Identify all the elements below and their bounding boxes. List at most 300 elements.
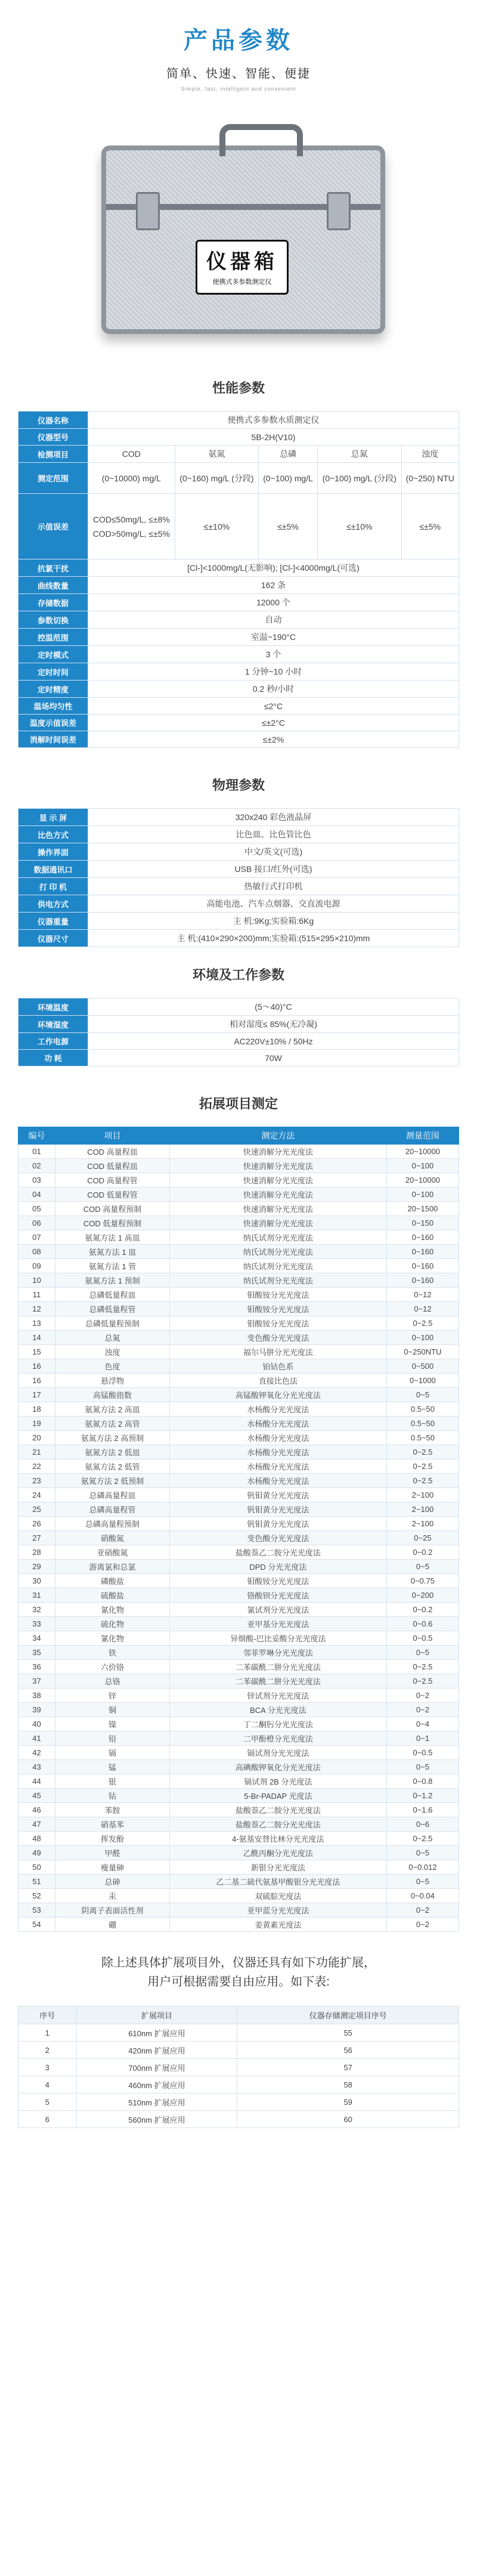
table-cell: 硼 <box>55 1918 170 1932</box>
table-cell: 15 <box>18 1345 55 1359</box>
table-cell: 6 <box>18 2111 77 2128</box>
spec-row <box>18 998 459 1016</box>
table-cell: 0~250NTU <box>386 1345 459 1359</box>
table-cell: 19 <box>18 1417 55 1431</box>
table-cell: COD 高量程预制 <box>55 1202 170 1216</box>
table-cell: 0~1000 <box>386 1374 459 1388</box>
table-cell: 1 <box>18 2024 77 2042</box>
table-cell: 03 <box>18 1173 55 1188</box>
table-cell: 28 <box>18 1545 55 1560</box>
spec-row <box>18 698 459 715</box>
spec-value: 自动 <box>88 611 459 629</box>
table-row <box>18 1273 459 1288</box>
spec-key: 仪器名称 <box>18 412 88 429</box>
spec-key: 检测项目 <box>18 446 88 463</box>
table-cell: 钼酸铵分光光度法 <box>169 1302 386 1316</box>
table-cell: 二苯碳酰二肼分光光度法 <box>169 1660 386 1674</box>
table-cell: 挥发酚 <box>55 1832 170 1846</box>
table-cell: 二苯碳酰二肼分光光度法 <box>169 1674 386 1689</box>
table-row <box>18 1689 459 1703</box>
table-cell: 纳氏试剂分光光度法 <box>169 1230 386 1245</box>
table-cell: 铁 <box>55 1646 170 1660</box>
table-cell: 04 <box>18 1188 55 1202</box>
table-row <box>18 1531 459 1545</box>
table-cell: 09 <box>18 1259 55 1273</box>
table-cell: 2~100 <box>386 1488 459 1502</box>
table-cell: 4-氨基安替比林分光光度法 <box>169 1832 386 1846</box>
table-cell: 26 <box>18 1517 55 1531</box>
table-cell: 硝基苯 <box>55 1817 170 1832</box>
table-cell: 0.5~50 <box>386 1431 459 1445</box>
table-cell: 0~150 <box>386 1216 459 1230</box>
spec-row <box>18 559 459 577</box>
physical-title: 物理参数 <box>212 778 265 793</box>
table-cell: 阴离子表面活性剂 <box>55 1903 170 1918</box>
table-row <box>18 1245 459 1259</box>
table-cell: 色度 <box>55 1359 170 1374</box>
table-cell: 54 <box>18 1918 55 1932</box>
table-cell: 高碘酸钾氧化分光光度法 <box>169 1760 386 1774</box>
spec-row <box>18 663 459 681</box>
table-cell: 29 <box>18 1560 55 1574</box>
page-title: 产品参数 <box>184 27 293 54</box>
table-cell: 45 <box>18 1789 55 1803</box>
table-cell: 0~12 <box>386 1302 459 1316</box>
spec-row <box>18 731 459 748</box>
table-row <box>18 1617 459 1631</box>
spec-key: 显 示 屏 <box>18 809 88 826</box>
table-cell: 0~0.2 <box>386 1603 459 1617</box>
table-cell: 420nm 扩展应用 <box>76 2042 237 2059</box>
note-line-2: 用户可根据需要自由应用。如下表: <box>147 1975 330 1989</box>
range-cod: (0~10000) mg/L <box>88 463 175 494</box>
table-cell: 12 <box>18 1302 55 1316</box>
spec-key: 环境温度 <box>18 998 88 1016</box>
table-cell: 水杨酸分光光度法 <box>169 1417 386 1431</box>
table-cell: 2~100 <box>386 1502 459 1517</box>
table-cell: 氨氮方法 2 高管 <box>55 1417 170 1431</box>
table-cell: 42 <box>18 1746 55 1760</box>
table-cell: 快速消解分光光度法 <box>169 1145 386 1159</box>
spec-value: 主 机:9Kg;实验箱:6Kg <box>88 913 459 930</box>
table-cell: 2~100 <box>386 1517 459 1531</box>
spec-value: 3 个 <box>88 646 459 663</box>
table-row <box>18 1860 459 1875</box>
table-row <box>18 1717 459 1731</box>
table-row <box>18 1646 459 1660</box>
table-cell: 0~160 <box>386 1259 459 1273</box>
spec-row <box>18 878 459 895</box>
spec-row <box>18 681 459 698</box>
spec-key: 仪器型号 <box>18 429 88 446</box>
table-row <box>18 1674 459 1689</box>
case-label-sub: 便携式多参数测定仪 <box>212 279 272 286</box>
table-cell: 丁二酮肟分光光度法 <box>169 1717 386 1731</box>
table-cell: 0~5 <box>386 1760 459 1774</box>
table-cell: 镉试剂分光光度法 <box>169 1746 386 1760</box>
table-row <box>18 1731 459 1746</box>
table-cell: 20~10000 <box>386 1145 459 1159</box>
table-cell: 锌 <box>55 1689 170 1703</box>
table-row <box>18 1817 459 1832</box>
column-header: 序号 <box>18 2006 77 2024</box>
table-row <box>18 1431 459 1445</box>
table-cell: 0~2.5 <box>386 1660 459 1674</box>
table-cell: 4 <box>18 2076 77 2093</box>
extension-table <box>18 1127 459 1932</box>
table-row <box>18 2111 459 2128</box>
error-tn: ≤±10% <box>318 494 402 559</box>
table-cell: 0~500 <box>386 1359 459 1374</box>
table-cell: 57 <box>237 2059 459 2076</box>
table-cell: 氨氮方法 2 低管 <box>55 1459 170 1474</box>
table-cell: 20 <box>18 1431 55 1445</box>
table-cell: 40 <box>18 1717 55 1731</box>
column-header: 测定方法 <box>169 1127 386 1145</box>
table-cell: 乙酰丙酮分光光度法 <box>169 1846 386 1860</box>
spec-key: 定时模式 <box>18 646 88 663</box>
wavelength-table <box>18 2006 459 2128</box>
table-cell: 锰 <box>55 1760 170 1774</box>
table-cell: 0~1 <box>386 1731 459 1746</box>
table-cell: BCA 分光光度法 <box>169 1703 386 1717</box>
page-header <box>0 0 477 92</box>
table-cell: 氨氮方法 1 预制 <box>55 1273 170 1288</box>
table-row <box>18 1474 459 1488</box>
table-row <box>18 1374 459 1388</box>
instrument-case <box>101 146 385 334</box>
performance-title: 性能参数 <box>212 381 265 395</box>
spec-value: 比色皿、比色管比色 <box>88 826 459 843</box>
table-cell: 悬浮物 <box>55 1374 170 1388</box>
error-ammonia: ≤±10% <box>175 494 259 559</box>
spec-value: 320x240 彩色液晶屏 <box>88 809 459 826</box>
table-cell: 钒钼黄分光光度法 <box>169 1488 386 1502</box>
table-row <box>18 1302 459 1316</box>
table-cell: 21 <box>18 1445 55 1459</box>
table-cell: 快速消解分光光度法 <box>169 1159 386 1173</box>
error-tp: ≤±5% <box>259 494 318 559</box>
spec-value: 0.2 秒/小时 <box>88 681 459 698</box>
error-cod-high: COD>50mg/L, ≤±5% <box>92 528 170 539</box>
table-cell: 0~2.5 <box>386 1832 459 1846</box>
table-row <box>18 2076 459 2093</box>
table-cell: 0~100 <box>386 1331 459 1345</box>
table-cell: 直接比色法 <box>169 1374 386 1388</box>
table-cell: 32 <box>18 1603 55 1617</box>
spec-key: 操作界面 <box>18 843 88 861</box>
table-cell: 30 <box>18 1574 55 1588</box>
table-cell: 0~4 <box>386 1717 459 1731</box>
table-row <box>18 1560 459 1574</box>
table-cell: COD 低量程皿 <box>55 1159 170 1173</box>
spec-value: ≤2°C <box>88 698 459 715</box>
spec-key: 抗氯干扰 <box>18 559 88 577</box>
table-cell: 20~1500 <box>386 1202 459 1216</box>
table-cell: 镍 <box>55 1717 170 1731</box>
table-cell: 460nm 扩展应用 <box>76 2076 237 2093</box>
table-row <box>18 1359 459 1374</box>
table-cell: 氨氮方法 2 高皿 <box>55 1402 170 1417</box>
table-cell: 0~0.75 <box>386 1574 459 1588</box>
spec-row <box>18 930 459 947</box>
spec-key: 定时精度 <box>18 681 88 698</box>
column-header: 仪器存储测定项目序号 <box>237 2006 459 2024</box>
column-header: 项目 <box>55 1127 170 1145</box>
table-cell: 氰化物 <box>55 1603 170 1617</box>
table-cell: 高锰酸钾氧化分光光度法 <box>169 1388 386 1402</box>
spec-value: ≤±2% <box>88 731 459 748</box>
table-row <box>18 1402 459 1417</box>
table-cell: 二甲酚橙分光光度法 <box>169 1731 386 1746</box>
spec-row <box>18 646 459 663</box>
table-cell: 39 <box>18 1703 55 1717</box>
table-cell: 13 <box>18 1316 55 1331</box>
table-cell: 姜黄素光度法 <box>169 1918 386 1932</box>
table-cell: 53 <box>18 1903 55 1918</box>
table-cell: 钴 <box>55 1789 170 1803</box>
spec-key: 控温范围 <box>18 629 88 646</box>
table-cell: 水杨酸分光光度法 <box>169 1431 386 1445</box>
table-cell: 610nm 扩展应用 <box>76 2024 237 2042</box>
table-cell: 0~2 <box>386 1689 459 1703</box>
table-cell: 560nm 扩展应用 <box>76 2111 237 2128</box>
table-row <box>18 1588 459 1603</box>
table-row <box>18 2042 459 2059</box>
table-cell: 亚硝酸氮 <box>55 1545 170 1560</box>
table-row <box>18 1488 459 1502</box>
table-cell: 盐酸萘乙二胺分光光度法 <box>169 1817 386 1832</box>
spec-value: 高能电池、汽车点烟器、交直流电源 <box>88 895 459 913</box>
table-cell: 双硫腙光度法 <box>169 1889 386 1903</box>
table-row <box>18 2093 459 2111</box>
spec-key: 存储数据 <box>18 594 88 611</box>
table-cell: 08 <box>18 1245 55 1259</box>
spec-key: 曲线数量 <box>18 577 88 594</box>
table-cell: 总磷低量程皿 <box>55 1288 170 1302</box>
table-cell: 硝酸氮 <box>55 1531 170 1545</box>
table-cell: 高锰酸指数 <box>55 1388 170 1402</box>
table-row <box>18 1459 459 1474</box>
table-cell: 36 <box>18 1660 55 1674</box>
table-row <box>18 1316 459 1331</box>
table-row <box>18 1216 459 1230</box>
spec-key: 仪器重量 <box>18 913 88 930</box>
item-tp: 总磷 <box>259 446 318 463</box>
table-cell: 总磷高量程皿 <box>55 1488 170 1502</box>
spec-key: 供电方式 <box>18 895 88 913</box>
spec-value: USB 接口/红外(可选) <box>88 861 459 878</box>
table-cell: 0~0.5 <box>386 1631 459 1646</box>
table-row <box>18 1188 459 1202</box>
table-cell: 55 <box>237 2024 459 2042</box>
spec-value: 热敏行式打印机 <box>88 878 459 895</box>
spec-row <box>18 1016 459 1033</box>
table-cell: 氨氮方法 2 高预制 <box>55 1431 170 1445</box>
table-row <box>18 1803 459 1817</box>
spec-value: 1 分钟~10 小时 <box>88 663 459 681</box>
table-cell: 新银分光光度法 <box>169 1860 386 1875</box>
spec-key: 功 耗 <box>18 1050 88 1066</box>
table-row <box>18 1445 459 1459</box>
table-cell: 14 <box>18 1331 55 1345</box>
table-cell: 0~2.5 <box>386 1445 459 1459</box>
table-row <box>18 1331 459 1345</box>
table-cell: 邻菲罗啉分光光度法 <box>169 1646 386 1660</box>
table-row <box>18 1502 459 1517</box>
table-cell: COD 高量程皿 <box>55 1145 170 1159</box>
column-header: 编号 <box>18 1127 55 1145</box>
table-cell: 35 <box>18 1646 55 1660</box>
table-cell: 18 <box>18 1402 55 1417</box>
table-cell: 盐酸萘乙二胺分光光度法 <box>169 1545 386 1560</box>
table-cell: 0.5~50 <box>386 1402 459 1417</box>
error-turbidity: ≤±5% <box>401 494 459 559</box>
item-tn: 总氮 <box>318 446 402 463</box>
table-row <box>18 2059 459 2076</box>
spec-value: 室温~190°C <box>88 629 459 646</box>
table-row <box>18 1230 459 1245</box>
spec-key: 测定范围 <box>18 463 88 494</box>
table-cell: 0~200 <box>386 1588 459 1603</box>
table-cell: 氰试剂分光光度法 <box>169 1603 386 1617</box>
column-header: 测量范围 <box>386 1127 459 1145</box>
table-cell: 瘦量砷 <box>55 1860 170 1875</box>
case-handle <box>219 124 303 156</box>
table-cell: 700nm 扩展应用 <box>76 2059 237 2076</box>
table-cell: 水杨酸分光光度法 <box>169 1402 386 1417</box>
table-cell: 0~25 <box>386 1531 459 1545</box>
table-cell: 总磷低量程预制 <box>55 1316 170 1331</box>
table-cell: 硫酸盐 <box>55 1588 170 1603</box>
spec-row <box>18 913 459 930</box>
spec-row <box>18 826 459 843</box>
table-row <box>18 1145 459 1159</box>
spec-value: AC220V±10% / 50Hz <box>88 1033 459 1050</box>
spec-row <box>18 895 459 913</box>
table-cell: 总砷 <box>55 1875 170 1889</box>
product-image <box>83 110 394 360</box>
table-cell: 汞 <box>55 1889 170 1903</box>
spec-row <box>18 809 459 826</box>
table-cell: 60 <box>237 2111 459 2128</box>
table-cell: DPD 分光光度法 <box>169 1560 386 1574</box>
table-cell: 22 <box>18 1459 55 1474</box>
spec-row <box>18 843 459 861</box>
table-cell: 总磷低量程管 <box>55 1302 170 1316</box>
physical-table <box>18 808 459 947</box>
table-cell: 亚甲基分光光度法 <box>169 1617 386 1631</box>
table-cell: 总铬 <box>55 1674 170 1689</box>
table-cell: 氨氮方法 1 高皿 <box>55 1230 170 1245</box>
table-cell: 0~160 <box>386 1230 459 1245</box>
table-cell: 0~0.5 <box>386 1746 459 1760</box>
range-ammonia: (0~160) mg/L (分段) <box>175 463 259 494</box>
table-cell: 34 <box>18 1631 55 1646</box>
table-cell: 氨氮方法 1 管 <box>55 1259 170 1273</box>
table-cell: 锌试剂分光光度法 <box>169 1689 386 1703</box>
error-cod <box>88 494 175 559</box>
table-row <box>18 1159 459 1173</box>
table-cell: 49 <box>18 1846 55 1860</box>
table-cell: 0~5 <box>386 1875 459 1889</box>
case-label-main: 仪器箱 <box>206 251 278 273</box>
table-cell: 06 <box>18 1216 55 1230</box>
case-lock-right <box>327 192 351 230</box>
table-cell: 0~160 <box>386 1273 459 1288</box>
table-cell: 纳氏试剂分光光度法 <box>169 1273 386 1288</box>
table-row <box>18 1259 459 1273</box>
table-cell: 47 <box>18 1817 55 1832</box>
environment-table <box>18 998 459 1066</box>
table-cell: 水杨酸分光光度法 <box>169 1474 386 1488</box>
table-cell: 钒钼黄分光光度法 <box>169 1502 386 1517</box>
table-cell: 亚甲蓝分光光度法 <box>169 1903 386 1918</box>
page-subtitle-en: Simple, fast, intelligent and convenient <box>181 86 296 92</box>
table-cell: 铬酸钡分光光度法 <box>169 1588 386 1603</box>
spec-row <box>18 1033 459 1050</box>
table-row <box>18 1417 459 1431</box>
table-cell: 43 <box>18 1760 55 1774</box>
table-cell: 0~160 <box>386 1245 459 1259</box>
table-cell: 0~12 <box>386 1288 459 1302</box>
table-cell: 23 <box>18 1474 55 1488</box>
table-cell: 07 <box>18 1230 55 1245</box>
table-cell: 钼酸铵分光光度法 <box>169 1316 386 1331</box>
table-cell: 52 <box>18 1889 55 1903</box>
table-cell: 10 <box>18 1273 55 1288</box>
error-cod-low: COD≤50mg/L, ≤±8% <box>92 514 170 524</box>
table-cell: 浊度 <box>55 1345 170 1359</box>
spec-value: [Cl-]<1000mg/L(无影响); [Cl-]<4000mg/L(可选) <box>88 559 459 577</box>
table-cell: 0~0.8 <box>386 1774 459 1789</box>
spec-key: 温场均匀性 <box>18 698 88 715</box>
table-cell: 0~0.2 <box>386 1545 459 1560</box>
table-row <box>18 1202 459 1216</box>
spec-value: 中文/英文(可选) <box>88 843 459 861</box>
table-cell: 变色酸分光光度法 <box>169 1531 386 1545</box>
table-row <box>18 1774 459 1789</box>
table-cell: 46 <box>18 1803 55 1817</box>
spec-key: 示值误差 <box>18 494 88 559</box>
table-cell: 20~10000 <box>386 1173 459 1188</box>
column-header: 扩展项目 <box>76 2006 237 2024</box>
table-cell: 快速消解分光光度法 <box>169 1216 386 1230</box>
spec-value: 相对湿度≤ 85%(无冷凝) <box>88 1016 459 1033</box>
spec-row <box>18 594 459 611</box>
table-cell: 44 <box>18 1774 55 1789</box>
table-row <box>18 1875 459 1889</box>
table-cell: 六价铬 <box>55 1660 170 1674</box>
table-row <box>18 1832 459 1846</box>
table-cell: 铅 <box>55 1731 170 1746</box>
table-cell: 总磷高量程管 <box>55 1502 170 1517</box>
table-row <box>18 1789 459 1803</box>
table-cell: 0~0.012 <box>386 1860 459 1875</box>
spec-key: 仪器尺寸 <box>18 930 88 947</box>
table-cell: 水杨酸分光光度法 <box>169 1459 386 1474</box>
table-cell: 0~2.5 <box>386 1474 459 1488</box>
note-line-1: 除上述具体扩展项目外，仪器还具有如下功能扩展， <box>101 1956 376 1969</box>
table-cell: 5 <box>18 2093 77 2111</box>
table-cell: 氨氮方法 2 低预制 <box>55 1474 170 1488</box>
case-label <box>196 240 289 295</box>
table-cell: 盐酸萘乙二胺分光光度法 <box>169 1803 386 1817</box>
table-cell: 0~2.5 <box>386 1674 459 1689</box>
table-row <box>18 1903 459 1918</box>
table-cell: 31 <box>18 1588 55 1603</box>
item-turbidity: 浊度 <box>401 446 459 463</box>
